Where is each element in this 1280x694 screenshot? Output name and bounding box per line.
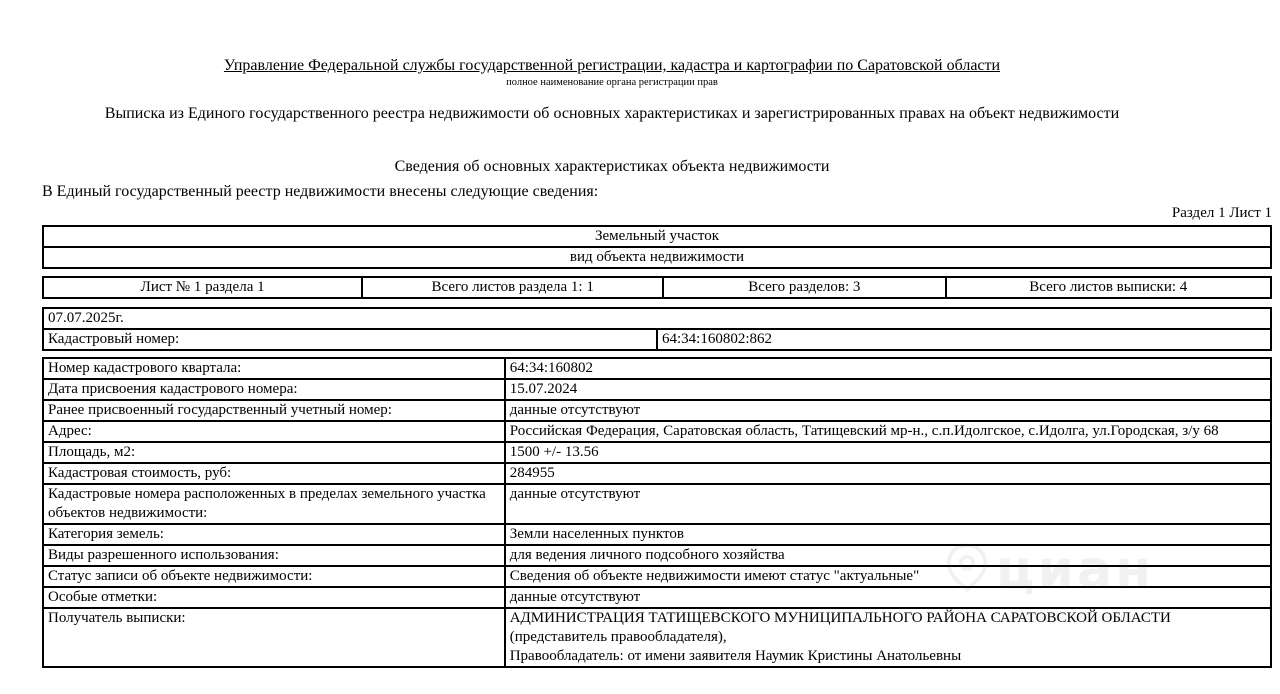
cadastral-header-table [42,307,1272,351]
object-type-caption: вид объекта недвижимости [43,247,1271,268]
row-value: Сведения об объекте недвижимости имеют статус "актуальные" [505,566,1271,587]
object-type: Земельный участок [43,226,1271,247]
row-label: Номер кадастрового квартала: [43,358,505,379]
table-row [43,463,1271,484]
row-label: Дата присвоения кадастрового номера: [43,379,505,400]
sheet-info-table [42,276,1272,299]
document-title: Выписка из Единого государственного реестра недвижимости об основных характеристиках и зарегистрированных правах на объект недвижимости [104,105,1120,122]
row-value: 1500 +/- 13.56 [505,442,1271,463]
intro-line: В Единый государственный реестр недвижимости внесены следующие сведения: [42,183,599,200]
table-row [43,545,1271,566]
row-value [505,608,1271,667]
total-sheets-section-cell: Всего листов раздела 1: 1 [362,277,663,298]
sheet-number-cell: Лист № 1 раздела 1 [43,277,362,298]
table-row [43,247,1271,268]
row-value: Российская Федерация, Саратовская область, Татищевский мр-н., с.п.Идолгское, с.Идолга, ул.Городская, з/у 68 [505,421,1271,442]
table-row [43,484,1271,524]
table-row [43,329,1271,350]
table-row [43,277,1271,298]
table-row [43,587,1271,608]
table-row [43,400,1271,421]
row-label: Площадь, м2: [43,442,505,463]
row-label: Получатель выписки: [43,608,505,667]
table-row [43,358,1271,379]
row-value: 64:34:160802 [505,358,1271,379]
table-row [43,308,1271,329]
row-label: Кадастровая стоимость, руб: [43,463,505,484]
row-value: для ведения личного подсобного хозяйства [505,545,1271,566]
recipient-line: АДМИНИСТРАЦИЯ ТАТИЩЕВСКОГО МУНИЦИПАЛЬНОГО РАЙОНА САРАТОВСКОЙ ОБЛАСТИ (представитель правообладателя), [509,610,1171,645]
document-body [42,182,1272,668]
row-value: данные отсутствуют [505,400,1271,421]
table-row [43,421,1271,442]
row-label: Кадастровый номер: [43,329,657,350]
table-row [43,442,1271,463]
row-value: данные отсутствуют [505,484,1271,524]
table-row [43,608,1271,667]
authority-caption: полное наименование органа регистрации прав [506,77,718,88]
row-label: Особые отметки: [43,587,505,608]
details-table [42,357,1272,668]
row-value: 64:34:160802:862 [657,329,1271,350]
table-row [43,226,1271,247]
row-label: Категория земель: [43,524,505,545]
row-label: Виды разрешенного использования: [43,545,505,566]
rights-holder-line: Правообладатель: от имени заявителя Наумик Кристины Анатольевны [509,648,962,664]
row-label: Адрес: [43,421,505,442]
section-sheet-label: Раздел 1 Лист 1 [1171,205,1272,221]
row-value: 284955 [505,463,1271,484]
watermark-text: циан [996,540,1154,600]
total-sections-cell: Всего разделов: 3 [663,277,945,298]
table-row [43,524,1271,545]
row-label: Ранее присвоенный государственный учетный номер: [43,400,505,421]
section-title: Сведения об основных характеристиках объекта недвижимости [394,158,830,175]
row-value: данные отсутствуют [505,587,1271,608]
authority-name: Управление Федеральной службы государственной регистрации, кадастра и картографии по Саратовской области [223,57,1001,74]
row-label: Статус записи об объекте недвижимости: [43,566,505,587]
row-value: 15.07.2024 [505,379,1271,400]
row-value: Земли населенных пунктов [505,524,1271,545]
extract-date: 07.07.2025г. [43,308,1271,329]
document-header [42,0,1182,176]
total-sheets-extract-cell: Всего листов выписки: 4 [946,277,1271,298]
table-row [43,566,1271,587]
row-label: Кадастровые номера расположенных в пределах земельного участка объектов недвижимости: [43,484,505,524]
table-row [43,379,1271,400]
object-type-table [42,225,1272,269]
